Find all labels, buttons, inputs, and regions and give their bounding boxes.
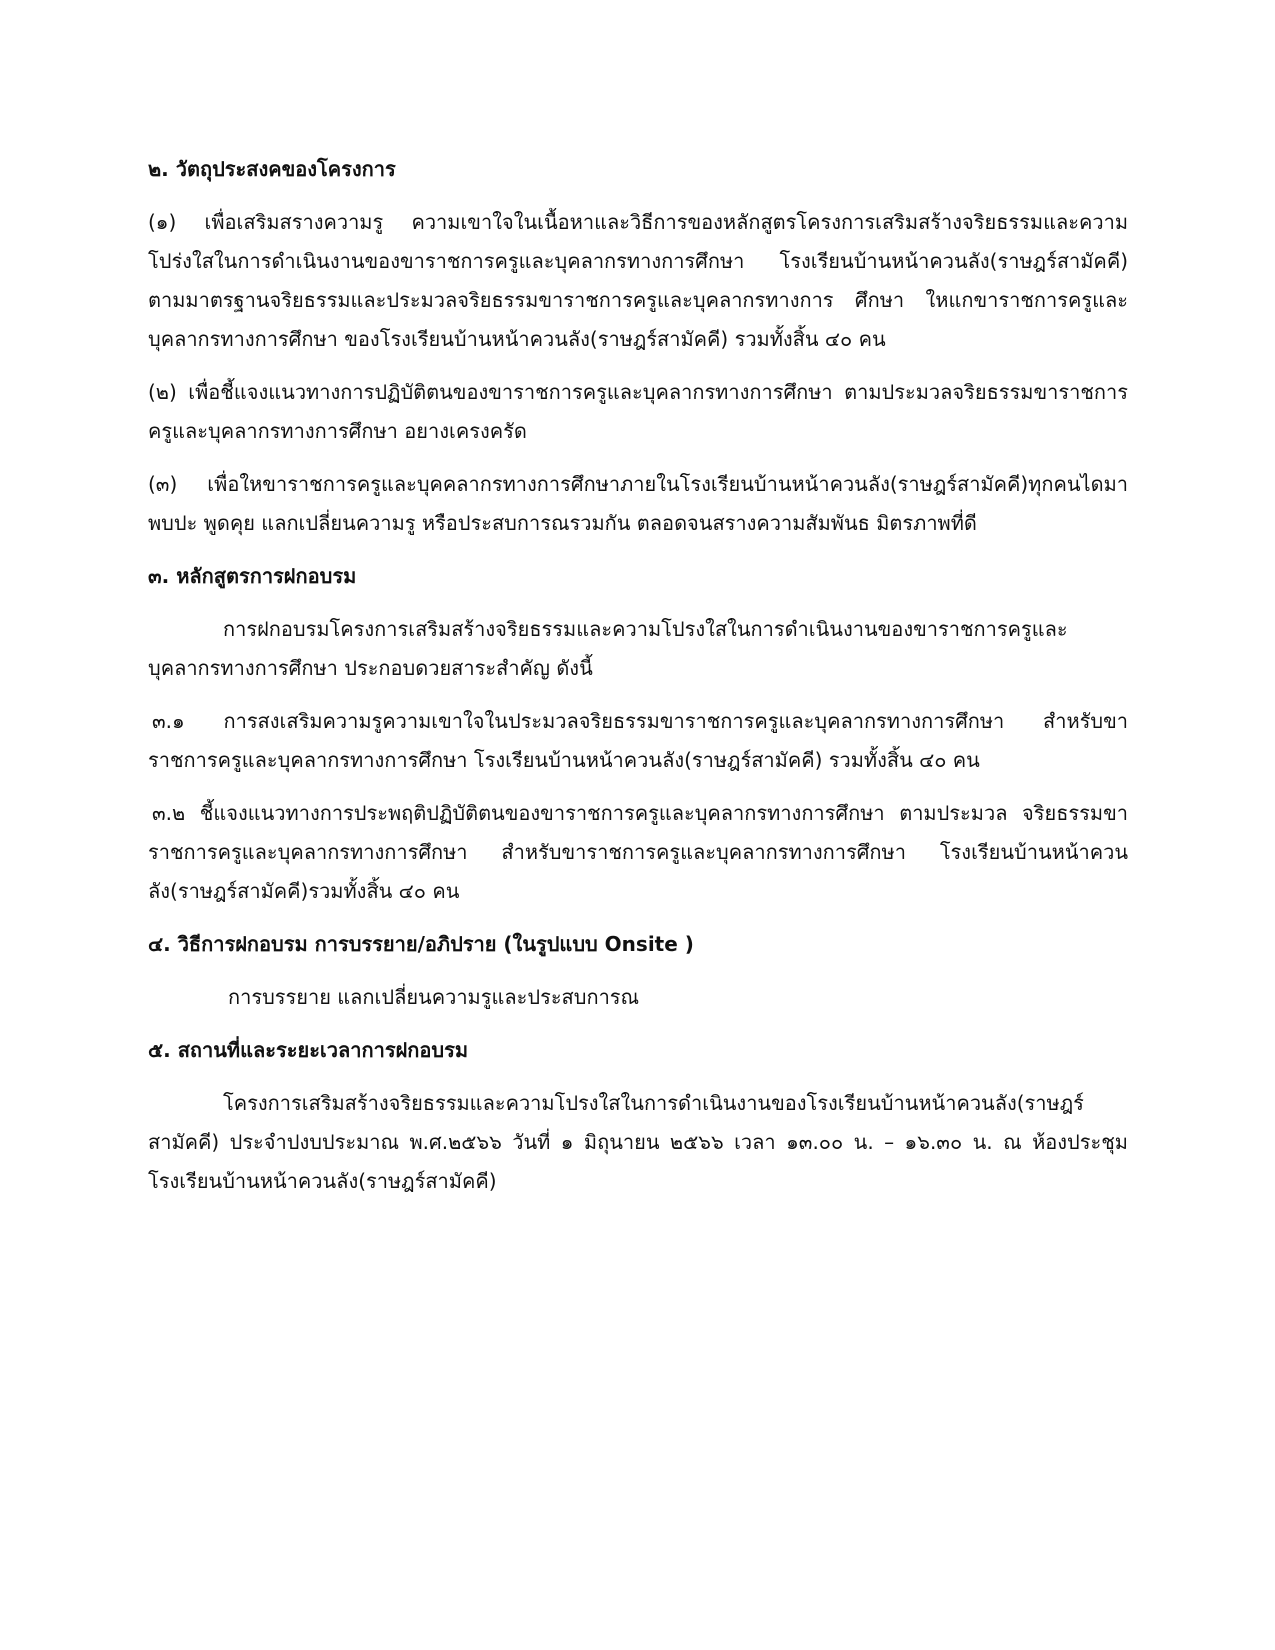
venue-body: โครงการเสริมสร้างจริยธรรมและความโปรงใสในการดำเนินงานของโรงเรียนบ้านหน้าควนลัง(ราษฎร์สามัคคี) ประจำปงบประมาณ พ.ศ.๒๕๖๖ วันที่ ๑ มิถุนายน ๒๕๖๖ เวลา ๑๓.๐๐ น. – ๑๖.๓๐ น. ณ ห้องประชุมโรงเรียนบ้านหน้าควนลัง(ราษฎร์สามัคคี) — [148, 1091, 1128, 1193]
section-heading-curriculum: ๓. หลักสูตรการฝกอบรม — [148, 564, 357, 588]
method-body: การบรรยาย แลกเปลี่ยนความรูและประสบการณ — [228, 985, 640, 1009]
curriculum-intro: การฝกอบรมโครงการเสริมสร้างจริยธรรมและความโปรงใสในการดำเนินงานของขาราชการครูและบุคลากรทางการศึกษา ประกอบดวยสาระสำคัญ ดังนี้ — [148, 617, 1068, 680]
objective-item-3: (๓) เพื่อใหขาราชการครูและบุคคลากรทางการศึกษาภายในโรงเรียนบ้านหน้าควนลัง(ราษฎร์สามัคคี)ทุกคนไดมาพบปะ พูดคุย แลกเปลี่ยนความรู หรือประสบการณรวมกัน ตลอดจนสรางความสัมพันธ มิตรภาพที่ดี — [148, 472, 1128, 535]
objective-item-2: (๒) เพื่อชี้แจงแนวทางการปฏิบัติตนของขาราชการครูและบุคลากรทางการศึกษา ตามประมวลจริยธรรมขาราชการครูและบุคลากรทางการศึกษา อยางเครงครัด — [148, 380, 1128, 443]
section-heading-venue: ๕. สถานที่และระยะเวลาการฝกอบรม — [148, 1038, 469, 1062]
section-heading-method: ๔. วิธีการฝกอบรม การบรรยาย/อภิปราย (ในรูปแบบ Onsite ) — [148, 932, 694, 956]
curriculum-item-1: ๓.๑ การสงเสริมความรูความเขาใจในประมวลจริยธรรมขาราชการครูและบุคลากรทางการศึกษา สำหรับขาราชการครูและบุคลากรทางการศึกษา โรงเรียนบ้านหน้าควนลัง(ราษฎร์สามัคคี) รวมทั้งสิ้น ๔๐ คน — [148, 709, 1128, 772]
document-page — [148, 150, 1128, 1215]
curriculum-item-2: ๓.๒ ชี้แจงแนวทางการประพฤติปฏิบัติตนของขาราชการครูและบุคลากรทางการศึกษา ตามประมวล จริยธรรมขาราชการครูและบุคลากรทางการศึกษา สำหรับขาราชการครูและบุคลากรทางการศึกษา โรงเรียนบ้านหน้าควนลัง(ราษฎร์สามัคคี)รวมทั้งสิ้น ๔๐ คน — [148, 801, 1128, 903]
section-heading-objectives: ๒. วัตถุประสงคของโครงการ — [148, 157, 396, 181]
objective-item-1: (๑) เพื่อเสริมสรางความรู ความเขาใจในเนื้อหาและวิธีการของหลักสูตรโครงการเสริมสร้างจริยธรรมและความโปร่งใสในการดำเนินงานของขาราชการครูและบุคลากรทางการศึกษา โรงเรียนบ้านหน้าควนลัง(ราษฎร์สามัคคี) ตามมาตรฐานจริยธรรมและประมวลจริยธรรมขาราชการครูและบุคลากรทางการ ศึกษา ใหแกขาราชการครูและบุคลากรทางการศึกษา ของโรงเรียนบ้านหน้าควนลัง(ราษฎร์สามัคคี) รวมทั้งสิ้น ๔๐ คน — [148, 210, 1128, 351]
